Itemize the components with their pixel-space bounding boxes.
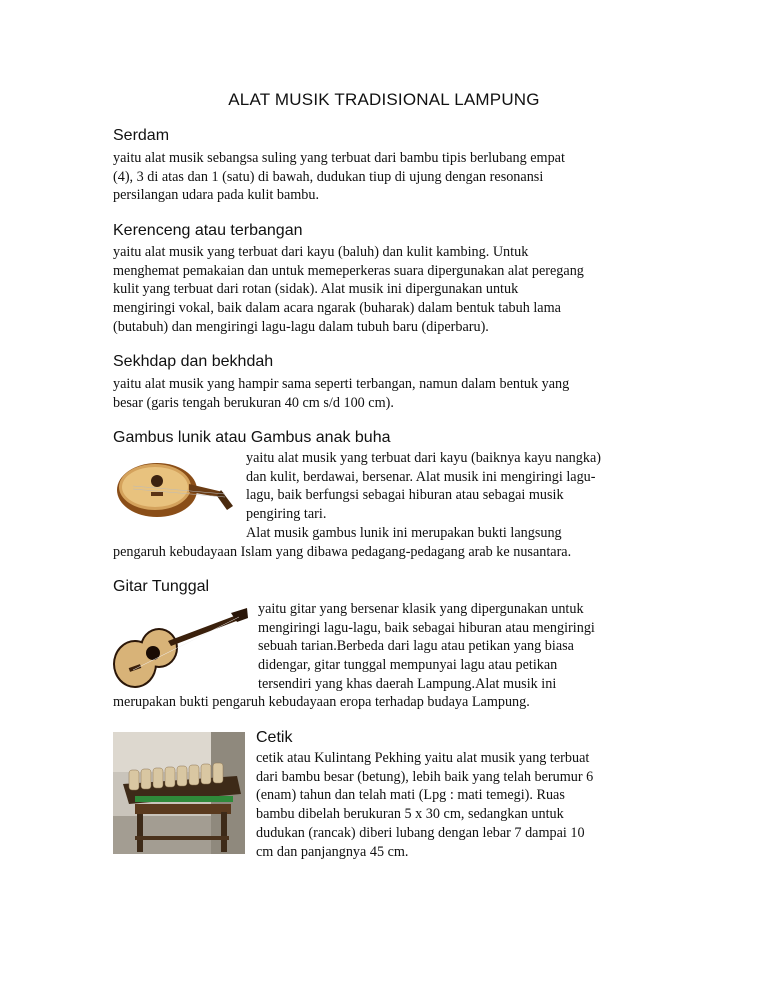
text-line: persilangan udara pada kulit bambu. xyxy=(113,187,320,204)
text-line: yaitu gitar yang bersenar klasik yang dipergunakan untuk xyxy=(258,601,584,617)
text-line: dan kulit, berdawai, bersenar. Alat musik ini mengiringi lagu- xyxy=(246,468,596,485)
text-line: tersendiri yang khas daerah Lampung.Alat musik ini xyxy=(258,675,557,692)
gambus-image xyxy=(113,452,238,524)
paragraph-gitar-full xyxy=(113,693,530,712)
paragraph-gitar-side xyxy=(258,600,595,694)
text-line: merupakan bukti pengaruh kebudayaan eropa terhadap budaya Lampung. xyxy=(113,694,530,710)
text-line: mengiringi lagu-lagu, baik sebagai hiburan atau mengiringi xyxy=(258,619,595,636)
text-line: besar (garis tengah berukuran 40 cm s/d 100 cm). xyxy=(113,394,394,411)
text-line: cetik atau Kulintang Pekhing yaitu alat musik yang terbuat xyxy=(256,750,590,766)
text-line: Alat musik gambus lunik ini merupakan bukti langsung xyxy=(246,524,562,541)
heading-kerenceng: Kerenceng atau terbangan xyxy=(113,222,303,239)
text-line: yaitu alat musik yang hampir sama seperti terbangan, namun dalam bentuk yang xyxy=(113,376,570,392)
document-title: ALAT MUSIK TRADISIONAL LAMPUNG xyxy=(228,90,540,109)
text-line: (enam) tahun dan telah mati (Lpg : mati temegi). Ruas xyxy=(256,787,565,804)
gitar-image xyxy=(113,604,248,690)
text-line: yaitu alat musik sebangsa suling yang terbuat dari bambu tipis berlubang empat xyxy=(113,150,565,166)
paragraph-kerenceng xyxy=(113,243,584,337)
text-line: kulit yang terbuat dari rotan (sidak). Alat musik ini dipergunakan untuk xyxy=(113,281,519,298)
cetik-image xyxy=(113,732,245,854)
heading-cetik: Cetik xyxy=(256,729,293,746)
text-line: cm dan panjangnya 45 cm. xyxy=(256,843,409,860)
paragraph-gambus-side xyxy=(246,449,601,543)
paragraph-cetik xyxy=(256,749,593,861)
text-line: (4), 3 di atas dan 1 (satu) di bawah, dudukan tiup di ujung dengan resonansi xyxy=(113,168,544,185)
text-line: pengiring tari. xyxy=(246,506,327,523)
paragraph-sekhdap xyxy=(113,375,569,412)
text-line: dudukan (rancak) diberi lubang dengan lebar 7 dampai 10 xyxy=(256,824,585,841)
text-line: (butabuh) dan mengiringi lagu-lagu dalam tubuh baru (diperbaru). xyxy=(113,318,489,335)
text-line: mengiringi vokal, baik dalam acara ngarak (buharak) dalam bentuk tabuh lama xyxy=(113,300,561,317)
heading-gambus: Gambus lunik atau Gambus anak buha xyxy=(113,429,391,446)
text-line: sebuah tarian.Berbeda dari lagu atau petikan yang biasa xyxy=(258,638,574,655)
text-line: didengar, gitar tunggal mempunyai lagu atau petikan xyxy=(258,657,558,674)
text-line: lagu, baik berfungsi sebagai hiburan atau sebagai musik xyxy=(246,487,564,504)
text-line: menghemat pemakaian dan untuk memeperkeras suara dipergunakan alat peregang xyxy=(113,262,584,279)
heading-gitar: Gitar Tunggal xyxy=(113,578,210,595)
paragraph-gambus-full xyxy=(113,543,571,562)
text-line: bambu dibelah berukuran 5 x 30 cm, sedangkan untuk xyxy=(256,806,564,823)
text-line: dari bambu besar (betung), lebih baik yang telah berumur 6 xyxy=(256,768,594,785)
heading-sekhdap: Sekhdap dan bekhdah xyxy=(113,353,274,370)
text-line: yaitu alat musik yang terbuat dari kayu (baiknya kayu nangka) xyxy=(246,450,601,466)
heading-serdam: Serdam xyxy=(113,127,170,144)
text-line: pengaruh kebudayaan Islam yang dibawa pedagang-pedagang arab ke nusantara. xyxy=(113,544,572,560)
text-line: yaitu alat musik yang terbuat dari kayu (baluh) dan kulit kambing. Untuk xyxy=(113,244,529,260)
paragraph-serdam xyxy=(113,149,565,205)
